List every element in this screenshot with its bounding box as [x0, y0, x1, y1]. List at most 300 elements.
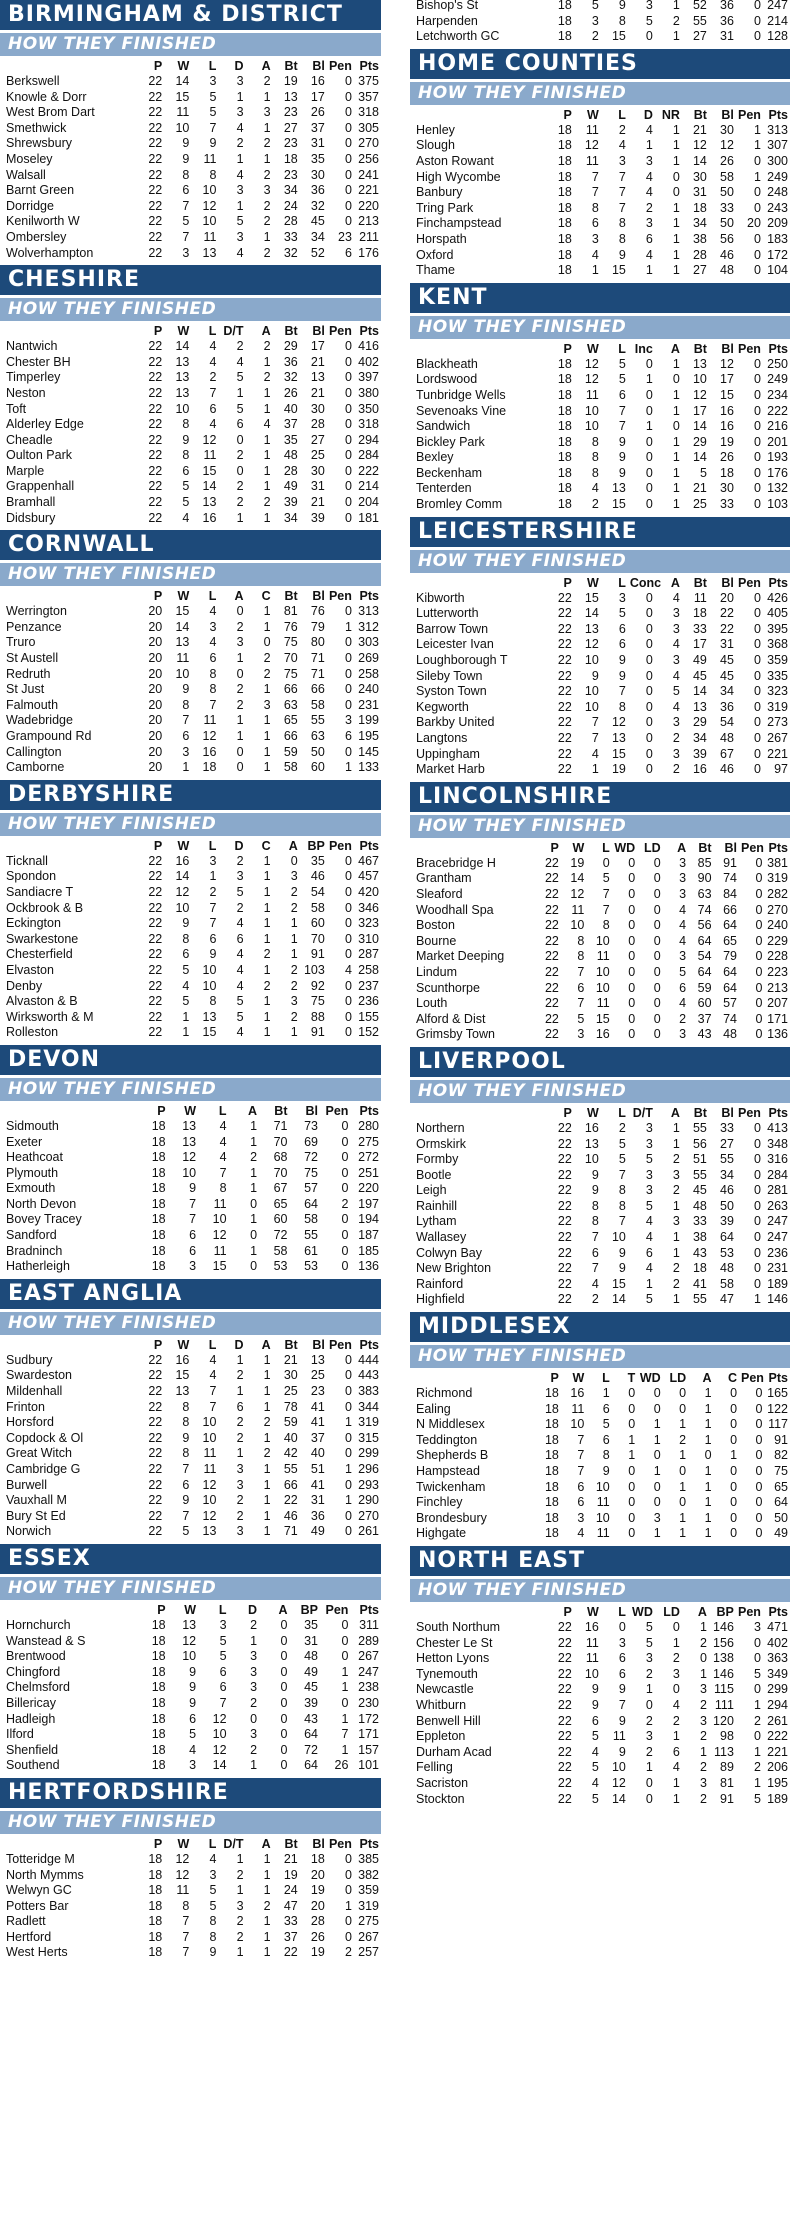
stat-cell: 18: [544, 1526, 559, 1541]
stat-cell: 0: [653, 996, 661, 1011]
stat-cell: 23: [283, 167, 298, 182]
stat-cell: 243: [767, 200, 788, 215]
stat-cell: 10: [202, 214, 217, 229]
table-row: [0, 901, 381, 917]
stat-cell: 22: [544, 1027, 559, 1042]
stat-cell: 0: [344, 151, 352, 166]
table-row: [0, 1166, 381, 1182]
stat-cell: 0: [730, 1495, 738, 1510]
stat-cell: 1: [263, 479, 271, 494]
team-name: Great Witch: [6, 1446, 72, 1461]
stat-cell: 0: [344, 1914, 352, 1929]
column-header: [410, 1105, 547, 1121]
column-header: W: [587, 1105, 599, 1120]
stat-cell: 14: [692, 450, 707, 465]
column-header: A: [697, 1604, 707, 1619]
stat-cell: 4: [219, 1118, 227, 1133]
stat-cell: 2: [250, 1742, 258, 1757]
stat-cell: 0: [653, 1495, 661, 1510]
stat-cell: 1: [250, 1633, 258, 1648]
team-name: Chesterfield: [6, 947, 73, 962]
stat-cell: 11: [596, 996, 610, 1011]
stat-cell: 13: [310, 370, 325, 385]
stat-cell: 1: [263, 151, 271, 166]
column-header: Pts: [768, 1371, 788, 1386]
column-header: [410, 840, 535, 856]
table-row: [410, 1776, 790, 1792]
stat-cell: 3: [645, 1167, 653, 1182]
stat-cell: 4: [209, 339, 217, 354]
stat-cell: 6: [189, 1243, 197, 1258]
stat-cell: 34: [310, 229, 325, 244]
table-row: [0, 433, 381, 449]
stat-cell: 10: [584, 684, 599, 699]
league-title: ESSEX: [0, 1544, 381, 1574]
column-header: P: [153, 59, 163, 73]
stat-cell: 1: [753, 1697, 761, 1712]
stat-cell: 30: [310, 463, 325, 478]
column-header: Bt: [698, 840, 712, 855]
stat-cell: 31: [310, 479, 325, 494]
stat-cell: 6: [344, 245, 352, 260]
table-row: [410, 123, 790, 139]
team-name: Hertford: [6, 1929, 52, 1944]
table-row: [410, 1448, 790, 1464]
stat-cell: 1: [344, 1415, 352, 1430]
stat-cell: 37: [310, 120, 325, 135]
team-name: Horspath: [416, 231, 467, 246]
stat-cell: 9: [618, 450, 626, 465]
stat-cell: 0: [344, 432, 352, 447]
stat-cell: 10: [570, 918, 585, 933]
stat-cell: 22: [148, 167, 163, 182]
stat-cell: 2: [236, 853, 244, 868]
stat-cell: 22: [557, 1713, 572, 1728]
table-row: [410, 1667, 790, 1683]
stat-cell: 0: [753, 1682, 761, 1697]
team-name: Radlett: [6, 1914, 46, 1929]
stat-cell: 4: [591, 1276, 599, 1291]
table-row: [0, 1883, 381, 1899]
stat-cell: 35: [310, 853, 325, 868]
stat-cell: 0: [344, 1851, 352, 1866]
stat-cell: 0: [672, 185, 680, 200]
stat-cell: 7: [209, 385, 217, 400]
stat-cell: 7: [182, 1929, 190, 1944]
stat-cell: 10: [212, 1212, 227, 1227]
stat-cell: 37: [283, 417, 298, 432]
stat-cell: 64: [723, 918, 738, 933]
stat-cell: 5: [753, 1791, 761, 1806]
stat-cell: 20: [148, 713, 163, 728]
column-header: A: [278, 1602, 288, 1617]
stat-cell: 0: [645, 653, 653, 668]
stat-cell: 0: [653, 980, 661, 995]
stat-cell: 15: [611, 263, 626, 278]
stat-cell: 6: [182, 463, 190, 478]
stat-cell: 11: [176, 105, 190, 120]
team-name: Chester Le St: [416, 1635, 493, 1650]
table-row: [410, 965, 790, 981]
stat-cell: 287: [358, 947, 379, 962]
stat-cell: 1: [263, 1929, 271, 1944]
stat-cell: 75: [283, 635, 298, 650]
table-row: [410, 1417, 790, 1433]
stat-cell: 91: [310, 1025, 325, 1040]
stat-cell: 0: [344, 744, 352, 759]
stat-cell: 7: [591, 185, 599, 200]
team-name: Norwich: [6, 1524, 52, 1539]
stat-cell: 0: [341, 1212, 349, 1227]
stat-cell: 299: [358, 1446, 379, 1461]
stat-cell: 1: [753, 138, 761, 153]
stat-cell: 41: [692, 1276, 707, 1291]
stat-cell: 6: [672, 1744, 680, 1759]
stat-cell: 47: [720, 1292, 734, 1307]
table-row: [410, 1760, 790, 1776]
stat-cell: 4: [672, 1697, 680, 1712]
stat-cell: 316: [767, 1152, 788, 1167]
column-header: D/T: [223, 1836, 244, 1851]
stat-cell: 2: [699, 1697, 707, 1712]
standings-table: [410, 575, 790, 778]
stat-cell: 13: [182, 1134, 197, 1149]
stat-cell: 28: [310, 1914, 325, 1929]
stat-cell: 234: [767, 387, 788, 402]
stat-cell: 1: [679, 1448, 687, 1463]
table-row: [410, 357, 790, 373]
table-row: [0, 448, 381, 464]
stat-cell: 1: [699, 1666, 707, 1681]
column-header: Bt: [284, 1836, 298, 1851]
team-name: Whitburn: [416, 1697, 467, 1712]
stat-cell: 22: [544, 902, 559, 917]
stat-cell: 0: [645, 403, 653, 418]
stat-cell: 3: [189, 1259, 197, 1274]
stat-cell: 64: [774, 1495, 788, 1510]
stat-cell: 3: [290, 869, 298, 884]
stat-cell: 18: [557, 434, 572, 449]
stat-cell: 31: [310, 1493, 325, 1508]
stat-cell: 3: [645, 0, 653, 12]
stat-cell: 21: [310, 385, 325, 400]
stat-cell: 18: [544, 1401, 559, 1416]
stat-cell: 80: [310, 635, 325, 650]
stat-cell: 22: [148, 978, 163, 993]
stat-cell: 296: [358, 1462, 379, 1476]
stat-cell: 0: [341, 1181, 349, 1196]
stat-cell: 206: [767, 1760, 788, 1775]
stat-cell: 2: [263, 947, 271, 962]
stat-cell: 56: [697, 918, 712, 933]
header-row: [0, 1103, 381, 1119]
stat-cell: 36: [310, 183, 325, 198]
column-header: W: [177, 838, 190, 853]
stat-cell: 58: [310, 697, 325, 712]
stat-cell: 2: [591, 497, 599, 512]
team-name: Cambridge G: [6, 1462, 81, 1476]
stat-cell: 183: [767, 231, 788, 246]
stat-cell: 1: [236, 1883, 244, 1898]
column-header: A: [702, 1371, 712, 1386]
stat-cell: 171: [767, 1011, 788, 1026]
league-subtitle: HOW THEY FINISHED: [410, 316, 790, 339]
stat-cell: 64: [697, 933, 712, 948]
stat-cell: 3: [250, 1727, 258, 1742]
stat-cell: 221: [358, 183, 379, 198]
stat-cell: 2: [250, 1695, 258, 1710]
league-liverpool: [410, 1047, 790, 1308]
team-name: Alderley Edge: [6, 417, 84, 432]
stat-cell: 4: [236, 1025, 244, 1040]
stat-cell: 4: [209, 1851, 217, 1866]
stat-cell: 1: [263, 853, 271, 868]
stat-cell: 0: [344, 947, 352, 962]
stat-cell: 11: [203, 151, 217, 166]
stat-cell: 16: [595, 1027, 610, 1042]
stat-cell: 22: [557, 1276, 572, 1291]
stat-cell: 22: [557, 1744, 572, 1759]
stat-cell: 0: [344, 448, 352, 463]
stat-cell: 22: [544, 996, 559, 1011]
stat-cell: 189: [767, 1791, 788, 1806]
column-header: P: [153, 1836, 163, 1851]
stat-cell: 1: [236, 713, 244, 728]
league-north-east: [410, 1546, 790, 1807]
stat-cell: 6: [219, 1680, 227, 1695]
stat-cell: 13: [611, 481, 626, 496]
table-row: [410, 0, 790, 14]
stat-cell: 64: [720, 1230, 734, 1245]
stat-cell: 0: [645, 465, 653, 480]
stat-cell: 0: [755, 1386, 763, 1401]
stat-cell: 5: [591, 1729, 599, 1744]
stat-cell: 3: [250, 1680, 258, 1695]
stat-cell: 382: [358, 1867, 379, 1882]
stat-cell: 1: [263, 1462, 271, 1476]
stat-cell: 22: [148, 339, 163, 354]
stat-cell: 3: [672, 653, 680, 668]
stat-cell: 1: [591, 762, 599, 777]
stat-cell: 64: [304, 1196, 318, 1211]
stat-cell: 0: [645, 29, 653, 44]
stat-cell: 7: [182, 198, 190, 213]
table-row: [0, 74, 381, 90]
column-header: Pts: [359, 589, 379, 604]
stat-cell: 5: [236, 994, 244, 1009]
stat-cell: 22: [557, 1261, 572, 1276]
column-header: A: [677, 840, 687, 855]
stat-cell: 10: [584, 419, 599, 434]
league-subtitle: HOW THEY FINISHED: [0, 813, 381, 836]
stat-cell: 14: [692, 153, 707, 168]
stat-cell: 39: [720, 1214, 734, 1229]
team-name: Newcastle: [416, 1682, 474, 1697]
stat-cell: 57: [304, 1181, 318, 1196]
stat-cell: 65: [723, 933, 738, 948]
column-header: Bl: [724, 840, 738, 855]
table-row: [410, 1464, 790, 1480]
league-title: LINCOLNSHIRE: [410, 782, 790, 812]
stat-cell: 0: [645, 684, 653, 699]
column-header: [0, 1103, 137, 1119]
stat-cell: 26: [310, 1929, 325, 1944]
table-row: [0, 1353, 381, 1369]
stat-cell: 12: [720, 356, 734, 371]
stat-cell: 8: [209, 994, 217, 1009]
stat-cell: 45: [304, 1680, 318, 1695]
stat-cell: 0: [753, 684, 761, 699]
stat-cell: 5: [618, 606, 626, 621]
stat-cell: 0: [753, 1651, 761, 1666]
team-name: Hetton Lyons: [416, 1651, 490, 1666]
stat-cell: 1: [290, 931, 298, 946]
table-row: [410, 996, 790, 1012]
table-row: [0, 386, 381, 402]
stat-cell: 5: [645, 1292, 653, 1307]
stat-cell: 1: [250, 1134, 258, 1149]
team-name: Frinton: [6, 1399, 45, 1414]
stat-cell: 4: [209, 417, 217, 432]
stat-cell: 9: [189, 1695, 197, 1710]
stat-cell: 204: [358, 495, 379, 510]
stat-cell: 0: [730, 1479, 738, 1494]
stat-cell: 12: [212, 1742, 227, 1757]
stat-cell: 0: [645, 668, 653, 683]
column-header: Inc: [634, 341, 653, 356]
stat-cell: 22: [148, 385, 163, 400]
stat-cell: 193: [767, 450, 788, 465]
stat-cell: 2: [672, 731, 680, 745]
stat-cell: 11: [585, 387, 599, 402]
stat-cell: 2: [672, 13, 680, 28]
stat-cell: 16: [720, 403, 734, 418]
stat-cell: 78: [283, 1399, 298, 1414]
stat-cell: 1: [263, 385, 271, 400]
stat-cell: 6: [189, 1711, 197, 1726]
stat-cell: 18: [557, 200, 572, 215]
team-name: Burwell: [6, 1477, 47, 1492]
team-name: Thame: [416, 263, 455, 278]
stat-cell: 31: [310, 136, 325, 151]
stat-cell: 9: [189, 1664, 197, 1679]
stat-cell: 319: [767, 871, 788, 886]
stat-cell: 1: [672, 1292, 680, 1307]
stat-cell: 12: [202, 1508, 217, 1523]
column-header: Pts: [359, 59, 379, 73]
stat-cell: 199: [358, 713, 379, 728]
stat-cell: 48: [304, 1649, 318, 1664]
stat-cell: 22: [557, 590, 572, 605]
stat-cell: 1: [263, 604, 271, 619]
stat-cell: 22: [557, 1214, 572, 1229]
team-name: Woodhall Spa: [416, 902, 494, 917]
stat-cell: 2: [263, 1446, 271, 1461]
stat-cell: 18: [692, 606, 707, 621]
column-header: D/T: [223, 324, 244, 339]
stat-cell: 0: [672, 372, 680, 387]
stat-cell: 0: [618, 1619, 626, 1634]
stat-cell: 22: [148, 198, 163, 213]
stat-cell: 6: [209, 401, 217, 416]
stat-cell: 46: [720, 762, 734, 777]
stat-cell: 0: [628, 871, 636, 886]
stat-cell: 14: [584, 606, 599, 621]
stat-cell: 3: [236, 869, 244, 884]
stat-cell: 2: [290, 978, 298, 993]
stat-cell: 7: [209, 120, 217, 135]
stat-cell: 0: [753, 1214, 761, 1229]
stat-cell: 55: [720, 1152, 734, 1167]
stat-cell: 261: [358, 1524, 379, 1539]
stat-cell: 22: [148, 1508, 163, 1523]
stat-cell: 18: [151, 1617, 166, 1632]
stat-cell: 4: [672, 637, 680, 652]
stat-cell: 18: [151, 1633, 166, 1648]
team-name: Shrewsbury: [6, 136, 72, 151]
team-name: Plymouth: [6, 1165, 59, 1180]
stat-cell: 363: [767, 1651, 788, 1666]
stat-cell: 350: [358, 401, 379, 416]
stat-cell: 5: [645, 1198, 653, 1213]
team-name: Sacriston: [416, 1775, 469, 1790]
stat-cell: 1: [672, 263, 680, 278]
stat-cell: 28: [283, 214, 298, 229]
stat-cell: 22: [148, 1399, 163, 1414]
stat-cell: 5: [182, 214, 190, 229]
stat-cell: 1: [263, 1914, 271, 1929]
team-name: Wirksworth & M: [6, 1009, 94, 1024]
stat-cell: 1: [250, 1165, 258, 1180]
stat-cell: 8: [618, 1198, 626, 1213]
stat-cell: 91: [774, 1432, 788, 1447]
stat-cell: 0: [344, 884, 352, 899]
league-essex: [0, 1544, 381, 1774]
stat-cell: 22: [544, 980, 559, 995]
table-row: [0, 963, 381, 979]
stat-cell: 4: [236, 120, 244, 135]
stat-cell: 37: [283, 1929, 298, 1944]
header-row: [0, 588, 381, 604]
column-header: Pen: [328, 59, 352, 73]
stat-cell: 2: [236, 1368, 244, 1383]
team-name: Exmouth: [6, 1181, 56, 1196]
stat-cell: 236: [767, 1245, 788, 1260]
stat-cell: 16: [175, 1352, 190, 1367]
stat-cell: 22: [148, 1384, 163, 1399]
stat-cell: 46: [720, 1183, 734, 1198]
league-home-counties: [410, 49, 790, 279]
stat-cell: 1: [263, 931, 271, 946]
table-row: [410, 1433, 790, 1449]
team-name: Uppingham: [416, 746, 480, 761]
team-name: West Herts: [6, 1945, 68, 1960]
stat-cell: 1: [672, 434, 680, 449]
stat-cell: 10: [202, 962, 217, 977]
stat-cell: 34: [283, 183, 298, 198]
header-row: [410, 1370, 790, 1386]
stat-cell: 0: [280, 1649, 288, 1664]
stat-cell: 9: [618, 1682, 626, 1697]
stat-cell: 3: [236, 1524, 244, 1539]
stat-cell: 0: [753, 29, 761, 44]
table-row: [0, 479, 381, 495]
stat-cell: 0: [344, 74, 352, 88]
column-header: Pen: [325, 1103, 349, 1118]
stat-cell: 16: [202, 510, 217, 525]
stat-cell: 172: [767, 247, 788, 262]
stat-cell: 1: [250, 1243, 258, 1258]
